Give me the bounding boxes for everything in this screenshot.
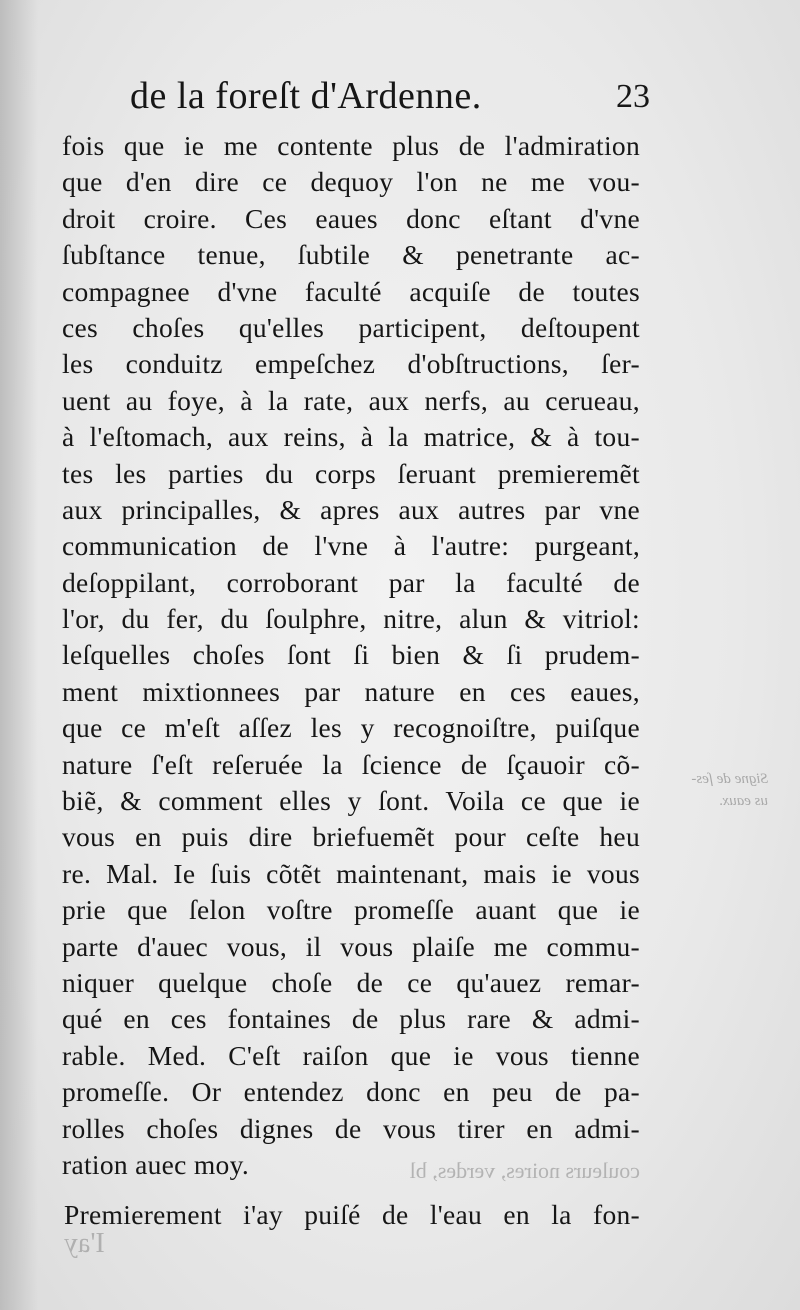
- text-line: deſoppilant, corroborant par la faculté de: [62, 566, 640, 598]
- page-number: 23: [616, 78, 650, 115]
- text-line: biẽ, & comment elles y ſont. Voila ce que ie: [62, 785, 640, 817]
- body-text: [62, 128, 640, 1234]
- text-line: que ce m'eſt aſſez les y recognoiſtre, puiſque: [62, 712, 640, 744]
- text-line: ſubſtance tenue, ſubtile & penetrante ac-: [62, 239, 640, 271]
- text-line: que d'en dire ce dequoy l'on ne me vou-: [62, 166, 640, 198]
- text-line: fois que ie me contente plus de l'admiration: [62, 130, 640, 161]
- paragraph-start-line: Premierement i'ay puiſé de l'eau en la fon-: [64, 1199, 640, 1231]
- text-line: droit croire. Ces eaues donc eſtant d'vne: [62, 202, 640, 234]
- text-line: uent au foye, à la rate, aux nerfs, au cerueau,: [62, 384, 640, 416]
- text-line: re. Mal. Ie ſuis cõtẽt maintenant, mais ie vous: [62, 857, 640, 889]
- text-line: aux principalles, & apres aux autres par vne: [62, 493, 640, 525]
- text-line: ces choſes qu'elles participent, deſtoupent: [62, 311, 640, 343]
- text-line: communication de l'vne à l'autre: purgeant,: [62, 530, 640, 562]
- margin-note-show-through: Signe de ſes- us eaux.: [691, 771, 768, 809]
- text-line: ment mixtionnees par nature en ces eaues,: [62, 675, 640, 707]
- text-line: tes les parties du corps ſeruant premieremẽt: [62, 457, 640, 489]
- text-line: compagnee d'vne faculté acquiſe de toutes: [62, 275, 640, 307]
- text-line: vous en puis dire briefuemẽt pour ceſte heu: [62, 821, 640, 853]
- text-line: promeſſe. Or entendez donc en peu de pa-: [62, 1076, 640, 1108]
- text-line: rolles choſes dignes de vous tirer en admi-: [62, 1112, 640, 1144]
- running-title: de la foreſt d'Ardenne.: [130, 75, 482, 117]
- show-through-text: couleurs noires, verdes, bl: [409, 1158, 640, 1183]
- text-line: parte d'auec vous, il vous plaiſe me commu-: [62, 930, 640, 962]
- text-line: nature ſ'eſt reſeruée la ſcience de ſçauoir cõ-: [62, 748, 640, 780]
- text-line: à l'eſtomach, aux reins, à la matrice, & à tou-: [62, 421, 640, 453]
- text-line: les conduitz empeſchez d'obſtructions, ſer-: [62, 348, 640, 380]
- catchword-show-through: I'ay: [64, 1228, 105, 1259]
- text-line: ration auec moy.: [62, 1148, 250, 1180]
- text-line: rable. Med. C'eſt raiſon que ie vous tienne: [62, 1039, 640, 1071]
- text-line: leſquelles choſes ſont ſi bien & ſi prudem-: [62, 639, 640, 671]
- page-header: [130, 74, 650, 124]
- text-line: prie que ſelon voſtre promeſſe auant que ie: [62, 894, 640, 926]
- text-line: qué en ces fontaines de plus rare & admi-: [62, 1003, 640, 1035]
- text-line: l'or, du fer, du ſoulphre, nitre, alun & vitriol:: [62, 603, 640, 635]
- gutter-shadow: [0, 0, 38, 1310]
- text-line: niquer quelque choſe de ce qu'auez remar-: [62, 966, 640, 998]
